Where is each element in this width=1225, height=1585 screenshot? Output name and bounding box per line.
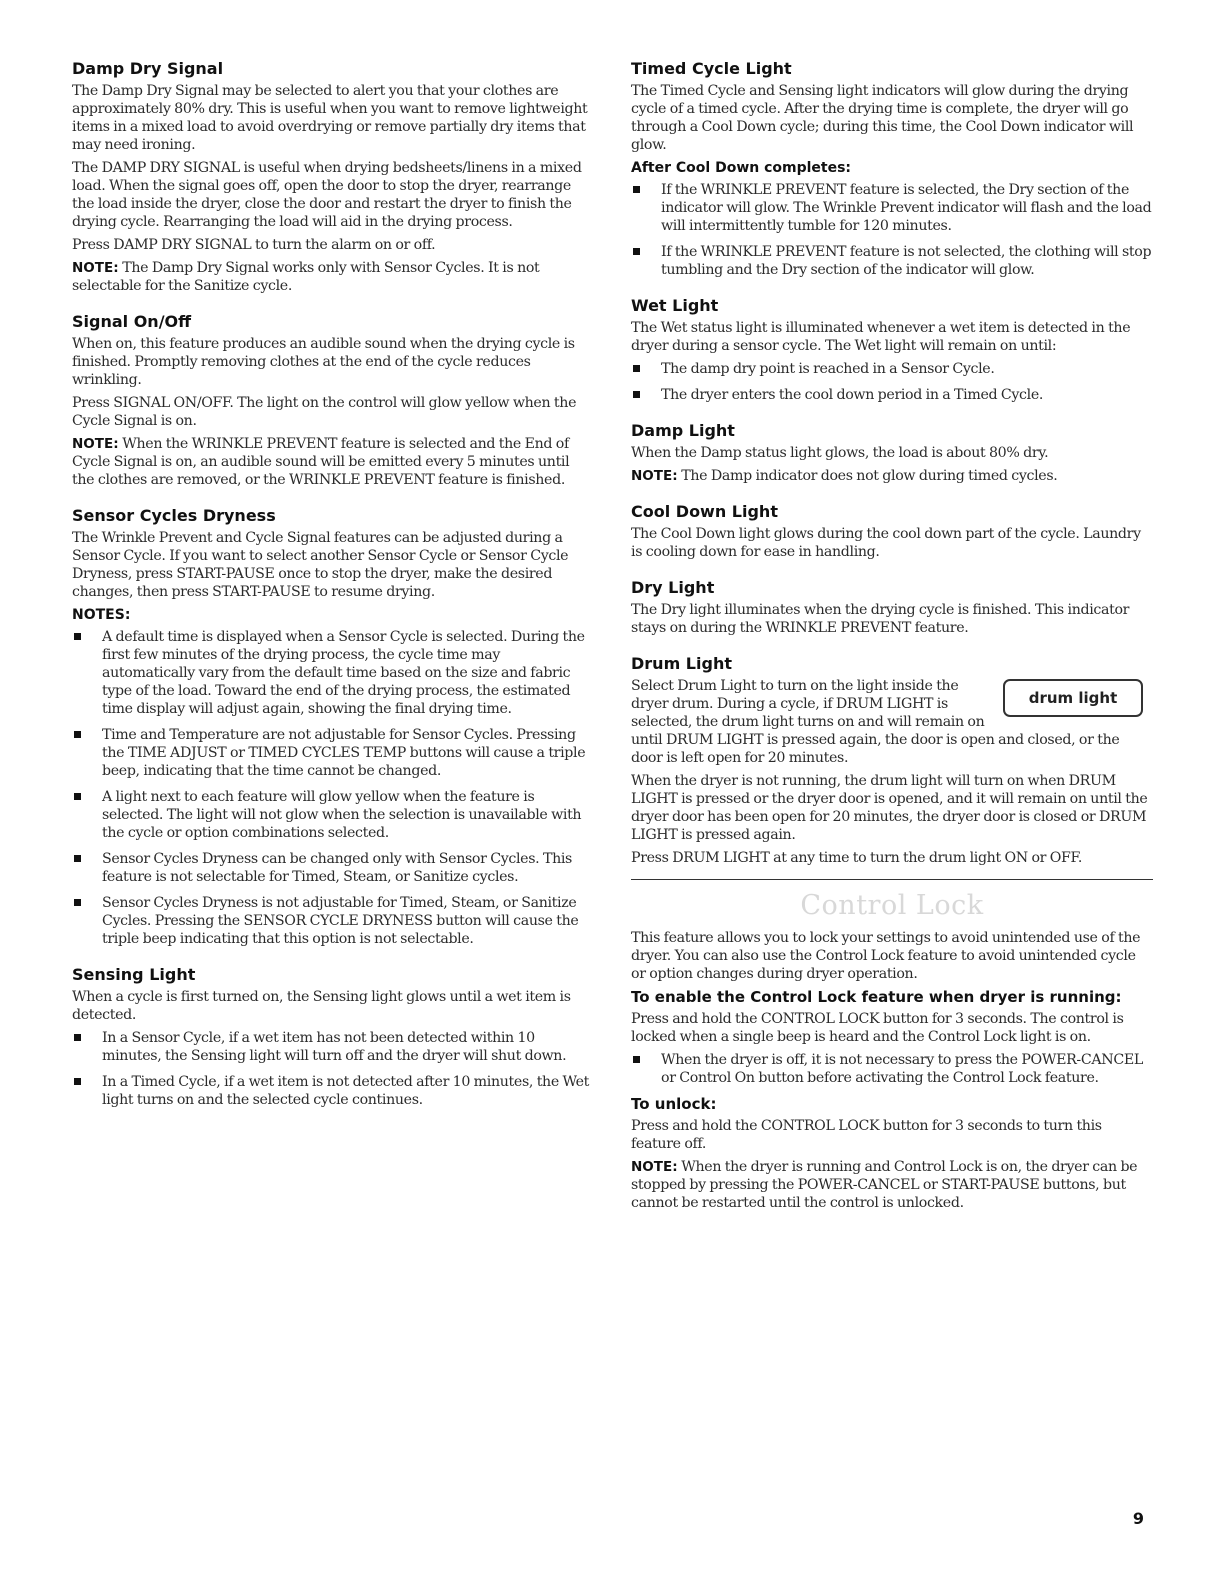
paragraph: Press and hold the CONTROL LOCK button for 3 seconds. The control is locked when a single beep is heard and the Control Lock light is on.: [631, 1011, 1124, 1045]
list-item: If the WRINKLE PREVENT feature is selected, the Dry section of the indicator will glow. The Wrinkle Prevent indicator will flash and the load will intermittently tumble for 120 minutes.: [631, 181, 1153, 235]
paragraph: The Damp Dry Signal may be selected to alert you that your clothes are approximately 80% dry. This is useful when you want to remove lightweight items in a mixed load to avoid overdrying or remove partially dry items that may need ironing.: [72, 83, 588, 153]
list-item: The dryer enters the cool down period in a Timed Cycle.: [631, 386, 1153, 404]
section-heading: Cool Down Light: [631, 502, 778, 521]
notes-list: [72, 628, 590, 948]
section-heading: Sensor Cycles Dryness: [72, 506, 276, 525]
list-item: If the WRINKLE PREVENT feature is not selected, the clothing will stop tumbling and the Dry section of the indicator will glow.: [631, 243, 1153, 279]
note-text: When the dryer is running and Control Lock is on, the dryer can be stopped by pressing the POWER-CANCEL or START-PAUSE buttons, but cannot be restarted until the control is unlocked.: [631, 1159, 1138, 1211]
paragraph: The Timed Cycle and Sensing light indicators will glow during the drying cycle of a timed cycle. After the drying time is complete, the dryer will go through a Cool Down cycle; during this time, the Cool Down indicator will glow.: [631, 83, 1134, 153]
notes-label: NOTES:: [72, 607, 131, 623]
paragraph: Press DRUM LIGHT at any time to turn the drum light ON or OFF.: [631, 850, 1082, 866]
paragraph: Press DAMP DRY SIGNAL to turn the alarm on or off.: [72, 237, 436, 253]
list-item: When the dryer is off, it is not necessary to press the POWER-CANCEL or Control On button before activating the Control Lock feature.: [631, 1051, 1153, 1087]
control-lock-section: [631, 890, 1153, 1212]
paragraph: Press and hold the CONTROL LOCK button for 3 seconds to turn this feature off.: [631, 1118, 1102, 1152]
sensor-cycles-dryness-section: [72, 505, 590, 948]
note-label: NOTE:: [631, 1159, 678, 1175]
list-item: In a Sensor Cycle, if a wet item has not been detected within 10 minutes, the Sensing light will turn off and the dryer will shut down.: [72, 1029, 590, 1065]
note: [631, 467, 1153, 485]
left-column: [72, 58, 590, 1117]
wet-light-section: [631, 295, 1153, 404]
paragraph: The Cool Down light glows during the cool down part of the cycle. Laundry is cooling down for ease in handling.: [631, 526, 1141, 560]
note-text: When the WRINKLE PREVENT feature is selected and the End of Cycle Signal is on, an audible sound will be emitted every 5 minutes until the clothes are removed, or the WRINKLE PREVENT feature is finished.: [72, 436, 570, 488]
note: [72, 259, 590, 295]
section-title: Control Lock: [800, 890, 984, 921]
section-heading: Damp Light: [631, 421, 735, 440]
paragraph: Select Drum Light to turn on the light inside the dryer drum. During a cycle, if DRUM LIGHT is selected, the drum light turns on and will remain on until DRUM LIGHT is pressed again, the door is open and closed, or the door is left open for 20 minutes.: [631, 678, 1120, 766]
paragraph: Press SIGNAL ON/OFF. The light on the control will glow yellow when the Cycle Signal is on.: [72, 395, 577, 429]
list-item: Time and Temperature are not adjustable for Sensor Cycles. Pressing the TIME ADJUST or TIMED CYCLES TEMP buttons will cause a triple beep, indicating that the time cannot be changed.: [72, 726, 590, 780]
dry-light-section: [631, 577, 1153, 637]
list-item: The damp dry point is reached in a Sensor Cycle.: [631, 360, 1153, 378]
list-item: A light next to each feature will glow yellow when the feature is selected. The light will not glow when the selection is unavailable with the cycle or option combinations selected.: [72, 788, 590, 842]
right-column: [631, 58, 1153, 1217]
timed-cycle-light-section: [631, 58, 1153, 279]
paragraph: When the Damp status light glows, the load is about 80% dry.: [631, 445, 1049, 461]
note-label: NOTE:: [72, 260, 119, 276]
drum-light-section: [631, 653, 1153, 867]
list-item: A default time is displayed when a Sensor Cycle is selected. During the first few minutes of the drying process, the cycle time may automatically vary from the default time based on the size and fabric type of the load. Toward the end of the drying process, the estimated time display will adjust again, showing the final drying time.: [72, 628, 590, 718]
note-text: The Damp indicator does not glow during timed cycles.: [681, 468, 1058, 484]
bullet-list: [631, 360, 1153, 404]
paragraph: This feature allows you to lock your settings to avoid unintended use of the dryer. You can also use the Control Lock feature to avoid unintended cycle or option changes during dryer operation.: [631, 930, 1141, 982]
subheading: After Cool Down completes:: [631, 160, 852, 176]
section-heading: Damp Dry Signal: [72, 59, 224, 78]
note-label: NOTE:: [631, 468, 678, 484]
sensing-light-section: [72, 964, 590, 1109]
subheading: To unlock:: [631, 1095, 717, 1113]
section-heading: Drum Light: [631, 654, 732, 673]
note-text: The Damp Dry Signal works only with Sensor Cycles. It is not selectable for the Sanitize cycle.: [72, 260, 540, 294]
section-heading: Wet Light: [631, 296, 719, 315]
section-heading: Dry Light: [631, 578, 715, 597]
paragraph: When on, this feature produces an audible sound when the drying cycle is finished. Promptly removing clothes at the end of the cycle reduces wrinkling.: [72, 336, 575, 388]
drum-light-button-illustration: drum light: [1003, 679, 1143, 717]
paragraph: The Wrinkle Prevent and Cycle Signal features can be adjusted during a Sensor Cycle. If you want to select another Sensor Cycle or Sensor Cycle Dryness, press START-PAUSE once to stop the dryer, make the desired changes, then press START-PAUSE to resume drying.: [72, 530, 569, 600]
paragraph: The DAMP DRY SIGNAL is useful when drying bedsheets/linens in a mixed load. When the signal goes off, open the door to stop the dryer, rearrange the load inside the dryer, close the door and restart the dryer to finish the drying cycle. Rearranging the load will aid in the drying process.: [72, 160, 582, 230]
paragraph: The Dry light illuminates when the drying cycle is finished. This indicator stays on during the WRINKLE PREVENT feature.: [631, 602, 1130, 636]
section-heading: Timed Cycle Light: [631, 59, 792, 78]
list-item: Sensor Cycles Dryness can be changed only with Sensor Cycles. This feature is not selectable for Timed, Steam, or Sanitize cycles.: [72, 850, 590, 886]
damp-light-section: [631, 420, 1153, 485]
paragraph: The Wet status light is illuminated whenever a wet item is detected in the dryer during a sensor cycle. The Wet light will remain on until:: [631, 320, 1131, 354]
paragraph: When a cycle is first turned on, the Sensing light glows until a wet item is detected.: [72, 989, 571, 1023]
divider: [631, 879, 1153, 880]
section-heading: Sensing Light: [72, 965, 196, 984]
cool-down-light-section: [631, 501, 1153, 561]
bullet-list: [72, 1029, 590, 1109]
list-item: Sensor Cycles Dryness is not adjustable for Timed, Steam, or Sanitize Cycles. Pressing the SENSOR CYCLE DRYNESS button will cause the triple beep indicating that this option is not selectable.: [72, 894, 590, 948]
signal-on-off-section: [72, 311, 590, 489]
list-item: In a Timed Cycle, if a wet item is not detected after 10 minutes, the Wet light turns on and the selected cycle continues.: [72, 1073, 590, 1109]
note-label: NOTE:: [72, 436, 119, 452]
bullet-list: [631, 181, 1153, 279]
paragraph: When the dryer is not running, the drum light will turn on when DRUM LIGHT is pressed or the dryer door is opened, and it will remain on until the dryer door has been open for 20 minutes, the dryer door is closed or DRUM LIGHT is pressed again.: [631, 773, 1148, 843]
note: [631, 1158, 1153, 1212]
bullet-list: [631, 1051, 1153, 1087]
note: [72, 435, 590, 489]
section-heading: Signal On/Off: [72, 312, 192, 331]
damp-dry-signal-section: [72, 58, 590, 295]
page-number: 9: [1132, 1509, 1144, 1528]
subheading: To enable the Control Lock feature when dryer is running:: [631, 988, 1122, 1006]
